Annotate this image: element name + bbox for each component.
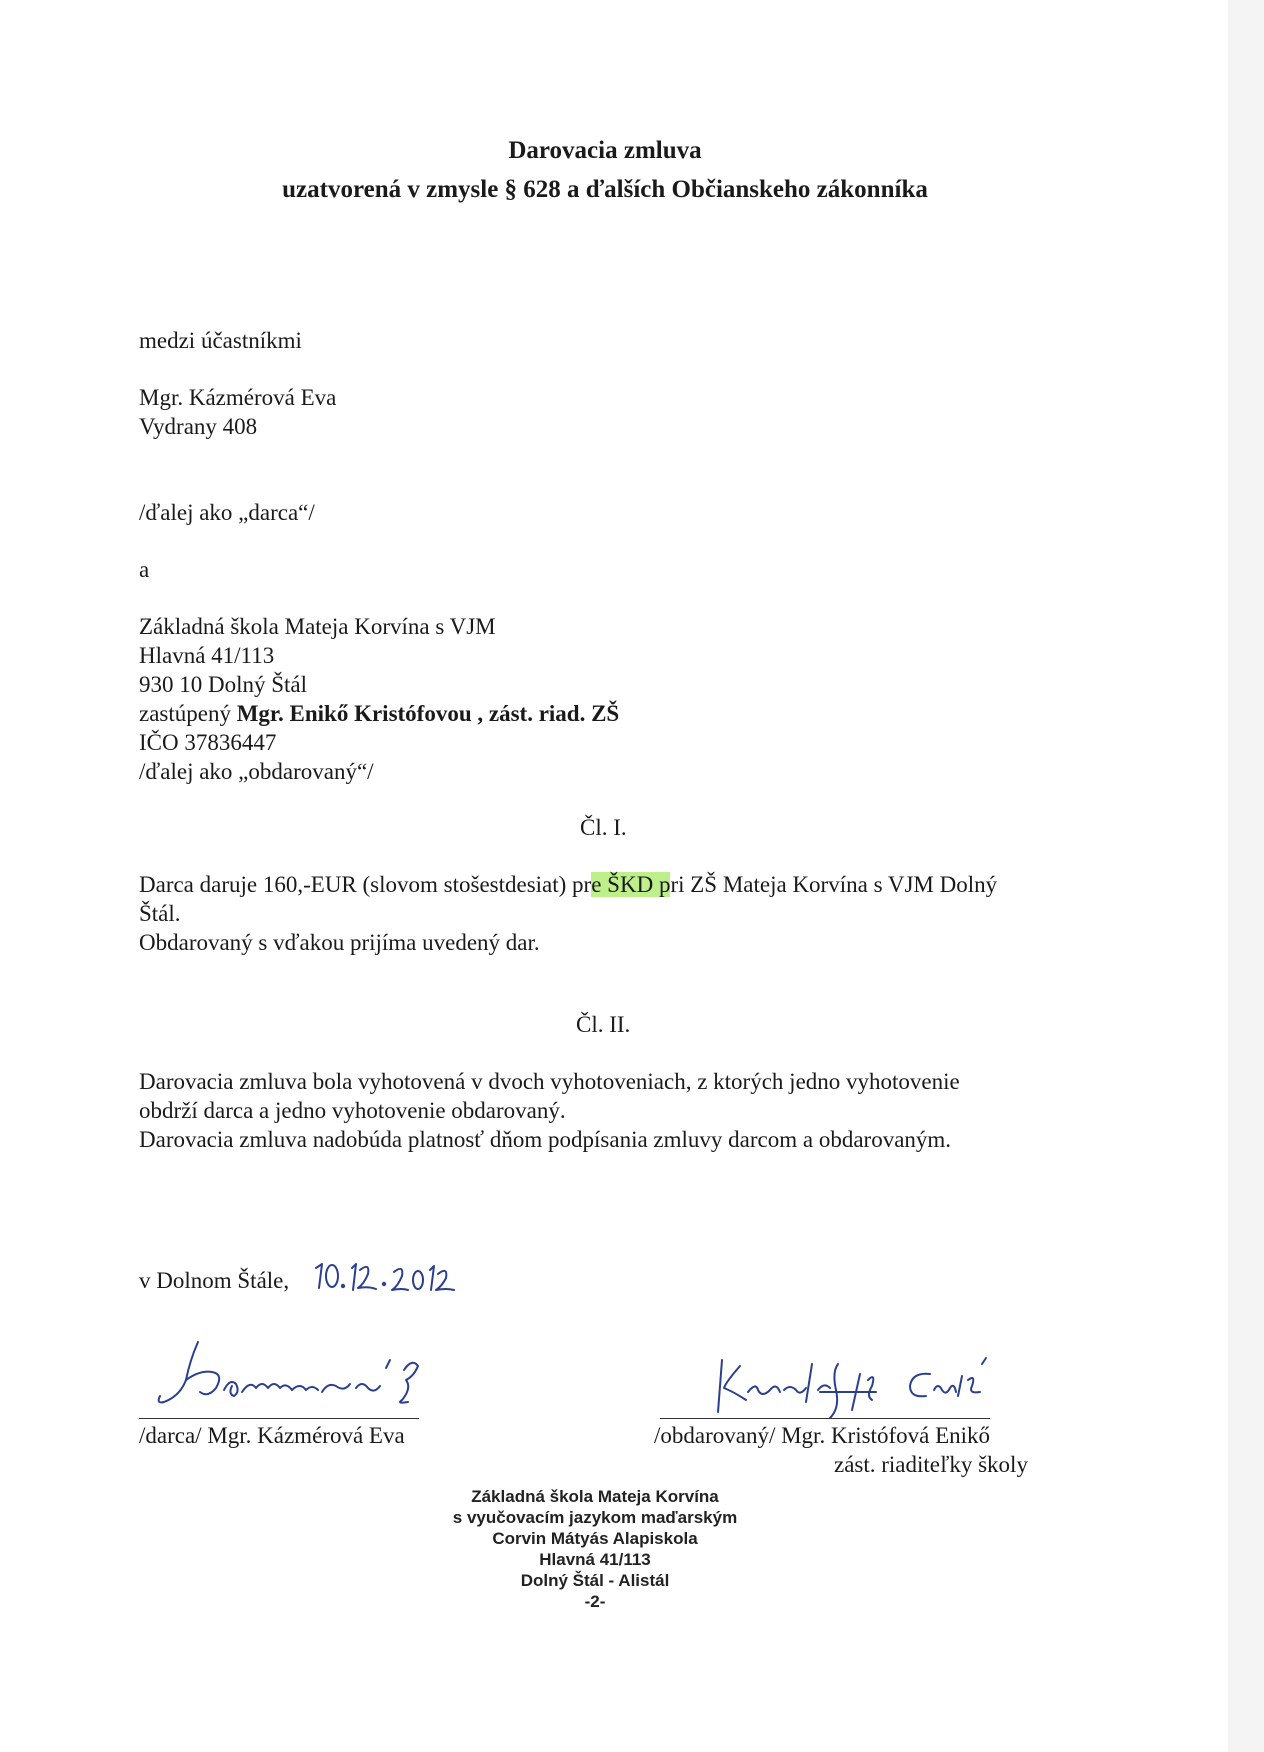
- recipient-ico: IČO 37836447: [139, 730, 277, 755]
- donor-role-note: /ďalej ako „darca“/: [139, 500, 315, 525]
- donor-signature-caption: /darca/ Mgr. Kázmérová Eva: [139, 1423, 405, 1448]
- stamp-line1: Základná škola Mateja Korvína: [471, 1487, 719, 1506]
- represented-prefix: zastúpený: [139, 701, 237, 726]
- stamp-line5: Dolný Štál - Alistál: [520, 1571, 670, 1590]
- article2-heading: Čl. II.: [576, 1012, 631, 1037]
- recipient-signature-line: [660, 1418, 990, 1419]
- recipient-signature-title: zást. riaditeľky školy: [834, 1452, 1028, 1477]
- recipient-signature-caption: /obdarovaný/ Mgr. Kristófová Enikő: [654, 1423, 991, 1448]
- recipient-role-note: /ďalej ako „obdarovaný“/: [139, 759, 374, 784]
- represented-by: Mgr. Enikő Kristófovou , zást. riad. ZŠ: [236, 701, 620, 726]
- article1-line2: Štál.: [139, 901, 181, 926]
- recipient-street: Hlavná 41/113: [139, 643, 275, 668]
- donor-name: Mgr. Kázmérová Eva: [139, 385, 337, 410]
- recipient-city: 930 10 Dolný Štál: [139, 672, 308, 697]
- article1-highlight: e ŠKD p: [591, 872, 671, 897]
- article1-line1-start: Darca daruje 160,-EUR (slovom stošestdesiat) pr: [139, 872, 592, 897]
- article2-line2: obdrží darca a jedno vyhotovenie obdarovaný.: [139, 1098, 566, 1123]
- document-subtitle: uzatvorená v zmysle § 628 a ďalších Občianskeho zákonníka: [282, 176, 928, 203]
- page-number: -2-: [584, 1592, 606, 1611]
- donor-address: Vydrany 408: [139, 414, 258, 439]
- article1-heading: Čl. I.: [580, 815, 627, 840]
- article1-line3: Obdarovaný s vďakou prijíma uvedený dar.: [139, 930, 540, 955]
- recipient-name: Základná škola Mateja Korvína s VJM: [139, 614, 496, 639]
- article2-line3: Darovacia zmluva nadobúda platnosť dňom podpísania zmluvy darcom a obdarovaným.: [139, 1127, 952, 1152]
- handwritten-date: [312, 1256, 472, 1304]
- parties-intro: medzi účastníkmi: [139, 328, 302, 353]
- school-stamp: [395, 1486, 795, 1612]
- stamp-line2: s vyučovacím jazykom maďarským: [452, 1508, 738, 1527]
- scan-edge: [1228, 0, 1264, 1752]
- place: v Dolnom Štále,: [139, 1268, 290, 1293]
- stamp-line3: Corvin Mátyás Alapiskola: [492, 1529, 698, 1548]
- document-title: Darovacia zmluva: [508, 137, 702, 164]
- donor-signature-line: [139, 1418, 419, 1419]
- recipient-represented: [139, 700, 619, 728]
- donor-signature: [150, 1330, 440, 1420]
- conjunction: a: [139, 557, 150, 582]
- article1-line1: [139, 871, 997, 899]
- recipient-signature: [700, 1330, 1000, 1425]
- article2-line1: Darovacia zmluva bola vyhotovená v dvoch vyhotoveniach, z ktorých jedno vyhotovenie: [139, 1069, 960, 1094]
- stamp-line4: Hlavná 41/113: [539, 1550, 651, 1569]
- article1-line1-end: ri ZŠ Mateja Korvína s VJM Dolný: [670, 872, 998, 897]
